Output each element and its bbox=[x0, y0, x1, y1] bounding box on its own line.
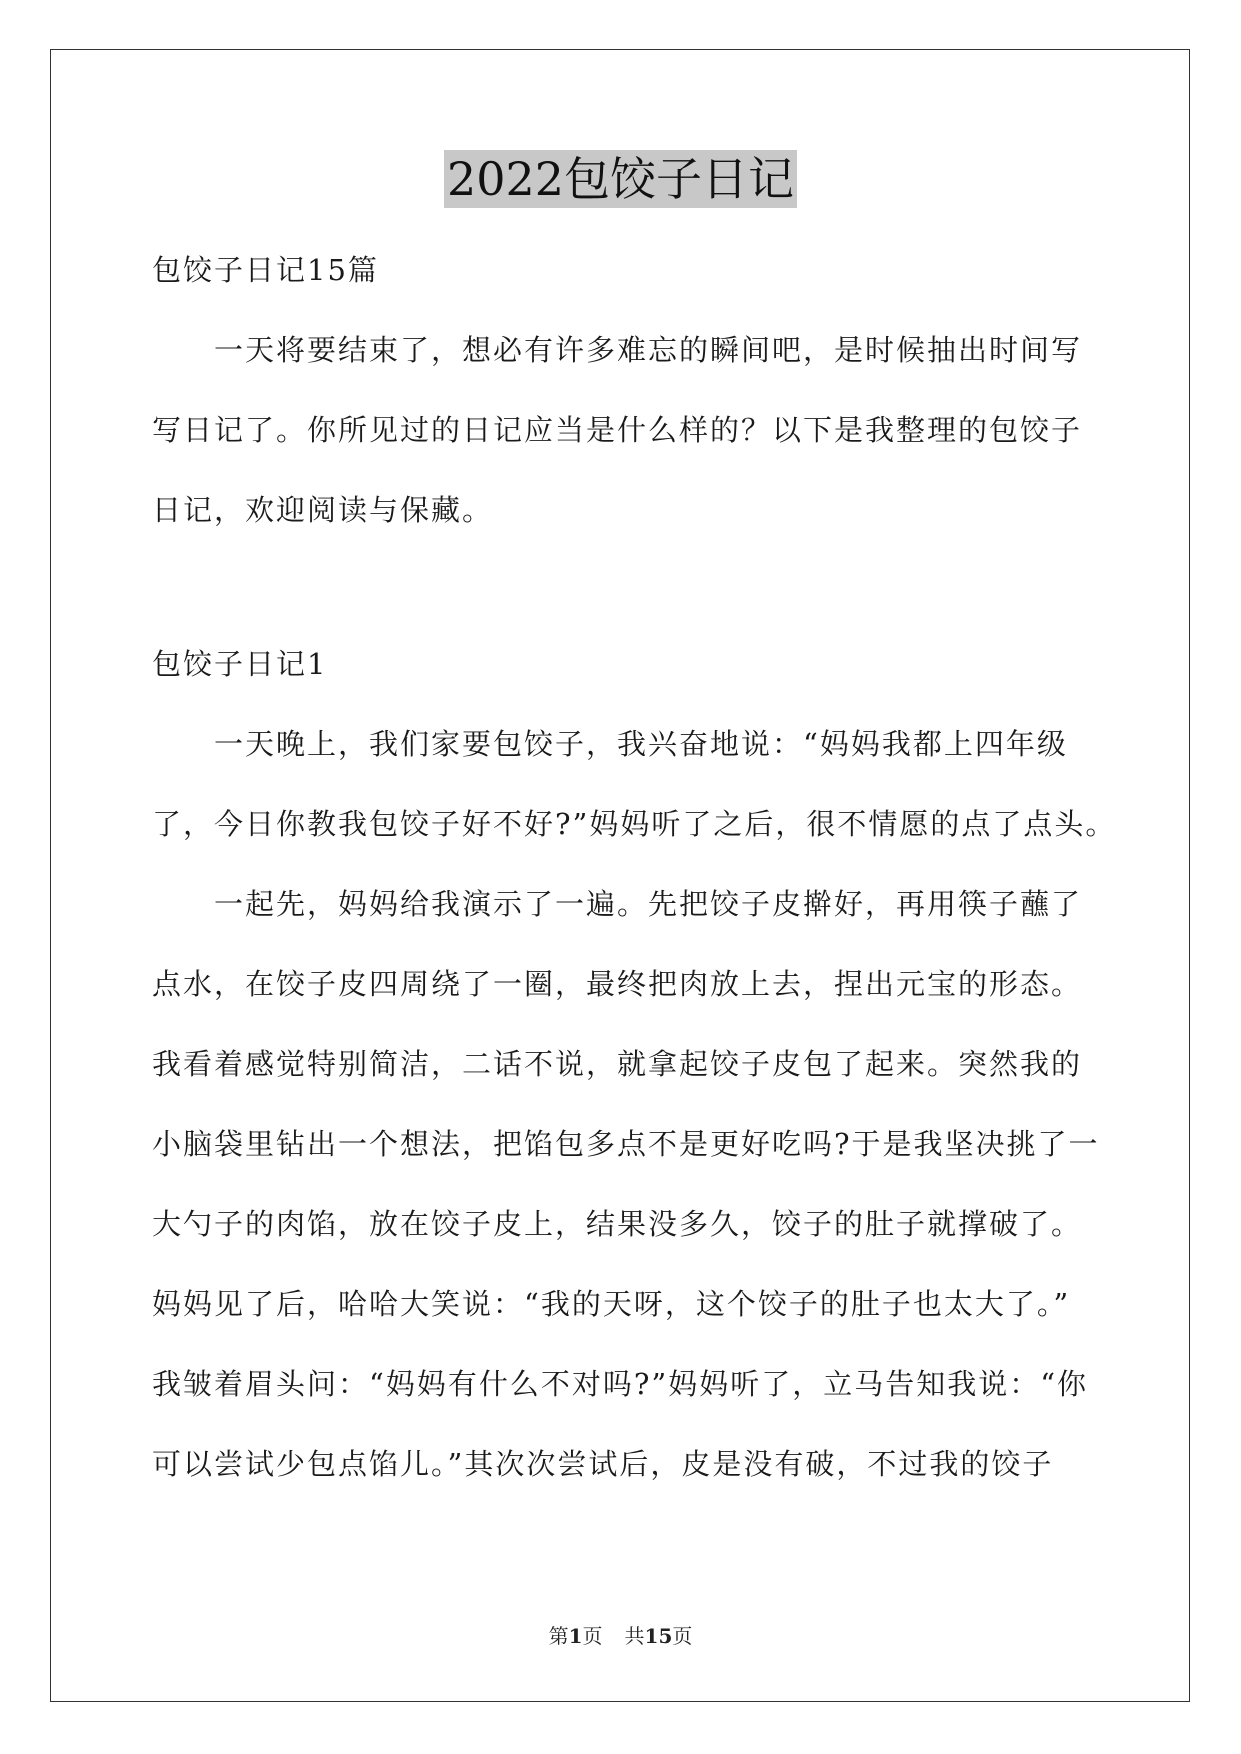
subtitle-line: 包饺子日记15篇 bbox=[152, 253, 379, 287]
paragraph-line: 点水，在饺子皮四周绕了一圈，最终把肉放上去，捏出元宝的形态。 bbox=[152, 967, 1083, 1001]
paragraph-line: 我看着感觉特别简洁，二话不说，就拿起饺子皮包了起来。突然我的 bbox=[152, 1047, 1083, 1081]
paragraph-line: 一天将要结束了，想必有许多难忘的瞬间吧，是时候抽出时间写 bbox=[152, 333, 1083, 367]
paragraph-gap bbox=[152, 550, 1092, 624]
paragraph-line: 我皱着眉头问：“妈妈有什么不对吗?”妈妈听了，立马告知我说：“你 bbox=[152, 1367, 1089, 1401]
page-prefix: 第 bbox=[548, 1624, 569, 1648]
page-suffix: 页 bbox=[582, 1624, 603, 1648]
page-current: 1 bbox=[568, 1624, 583, 1648]
section-heading: 包饺子日记1 bbox=[152, 647, 328, 681]
document-body bbox=[152, 230, 1117, 1504]
title-container bbox=[0, 150, 1241, 208]
document-title: 2022包饺子日记 bbox=[444, 150, 797, 208]
paragraph-line: 小脑袋里钻出一个想法，把馅包多点不是更好吃吗?于是我坚决挑了一 bbox=[152, 1127, 1100, 1161]
page-total: 15 bbox=[644, 1624, 673, 1648]
total-suffix: 页 bbox=[672, 1624, 693, 1648]
paragraph-line: 一起先，妈妈给我演示了一遍。先把饺子皮擀好，再用筷子蘸了 bbox=[152, 887, 1083, 921]
paragraph-line: 妈妈见了后，哈哈大笑说：“我的天呀，这个饺子的肚子也太大了。” bbox=[152, 1287, 1071, 1321]
paragraph-line: 了，今日你教我包饺子好不好?”妈妈听了之后，很不情愿的点了点头。 bbox=[152, 807, 1117, 841]
paragraph-line: 大勺子的肉馅，放在饺子皮上，结果没多久，饺子的肚子就撑破了。 bbox=[152, 1207, 1083, 1241]
page-footer bbox=[0, 1620, 1241, 1649]
paragraph-line: 可以尝试少包点馅儿。”其次次尝试后，皮是没有破，不过我的饺子 bbox=[152, 1447, 1054, 1481]
total-prefix: 共 bbox=[624, 1624, 645, 1648]
paragraph-line: 一天晚上，我们家要包饺子，我兴奋地说：“妈妈我都上四年级 bbox=[152, 727, 1068, 761]
paragraph-line: 日记，欢迎阅读与保藏。 bbox=[152, 493, 494, 527]
paragraph-line: 写日记了。你所见过的日记应当是什么样的？以下是我整理的包饺子 bbox=[152, 413, 1083, 447]
